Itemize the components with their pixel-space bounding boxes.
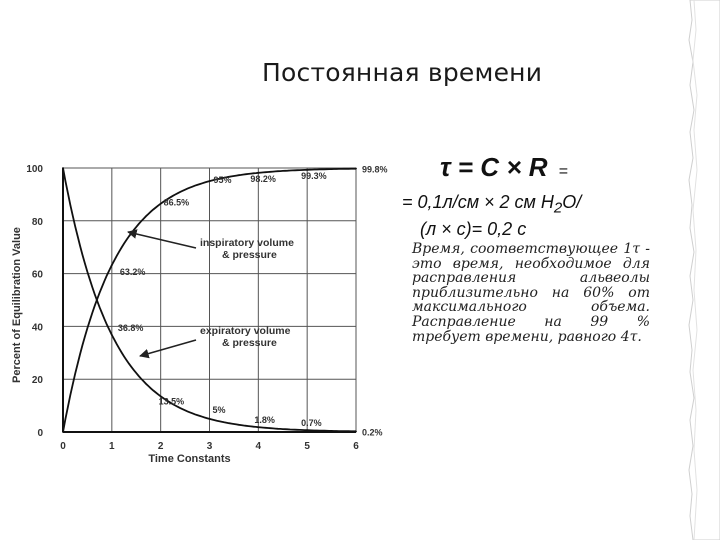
slide-title: Постоянная времени xyxy=(262,58,543,87)
time-constant-chart xyxy=(0,150,400,470)
inspiratory-point xyxy=(62,431,64,433)
x-tick-label: 0 xyxy=(60,441,66,452)
point-label: 95% xyxy=(213,175,232,186)
explanation-text: Время, соответствующее 1τ - это время, необходимое для расправления альвеолы приблизительно на 60% от максимального объема. Расправление на 99 % требует времени, равного 4τ. xyxy=(412,241,650,345)
annotation-arrow xyxy=(128,232,196,248)
point-label: 98.2% xyxy=(250,173,276,184)
expiratory-point xyxy=(111,334,113,336)
resistance-symbol: R xyxy=(528,152,548,182)
point-label: 5% xyxy=(212,404,226,415)
calculation-part: = 0,1л/см × 2 см H xyxy=(402,192,554,212)
y-tick-label: 80 xyxy=(31,216,43,228)
y-tick-label: 60 xyxy=(31,269,43,281)
x-tick-label: 3 xyxy=(206,441,213,452)
formula-trailing-equals: = xyxy=(558,163,569,180)
y-tick-label: 40 xyxy=(31,322,43,334)
tau-symbol: τ xyxy=(440,152,451,182)
expiratory-point xyxy=(209,418,211,420)
expiratory-point xyxy=(62,167,64,169)
multiply-symbol: × xyxy=(506,152,522,182)
point-label: 1.8% xyxy=(254,415,275,426)
x-tick-label: 1 xyxy=(109,441,115,452)
point-label: 0.2% xyxy=(362,427,383,438)
annotation-label: inspiratory volume xyxy=(200,237,294,249)
water-subscript: 2 xyxy=(553,199,563,217)
x-tick-label: 2 xyxy=(157,441,164,452)
x-axis-label: Time Constants xyxy=(148,453,231,465)
point-label: 99.8% xyxy=(362,164,388,175)
calculation-line-2: (л × с)= 0,2 с xyxy=(420,218,527,239)
annotation-label: & pressure xyxy=(222,337,277,349)
x-tick-label: 5 xyxy=(304,441,310,452)
point-label: 63.2% xyxy=(119,267,146,278)
point-label: 13.5% xyxy=(158,396,185,407)
inspiratory-point xyxy=(160,203,162,205)
point-label: 86.5% xyxy=(163,197,190,208)
torn-paper-edge xyxy=(684,0,720,540)
annotation-arrow xyxy=(140,340,196,356)
compliance-symbol: C xyxy=(480,152,500,182)
inspiratory-point xyxy=(111,264,113,266)
annotation-label: & pressure xyxy=(222,249,277,261)
expiratory-point xyxy=(355,431,357,433)
inspiratory-point xyxy=(209,180,211,182)
point-label: 99.3% xyxy=(301,170,327,181)
y-axis-label: Percent of Equilibration Value xyxy=(11,227,23,383)
point-label: 0.7% xyxy=(301,418,322,429)
y-tick-label: 0 xyxy=(37,428,43,439)
x-tick-label: 6 xyxy=(353,441,359,452)
y-tick-label: 20 xyxy=(31,375,43,387)
x-tick-label: 4 xyxy=(255,441,262,452)
formula-calculation xyxy=(402,192,662,239)
time-constant-formula xyxy=(440,152,568,183)
calculation-line-1 xyxy=(402,192,662,219)
annotation-label: expiratory volume xyxy=(200,325,291,337)
expiratory-point xyxy=(306,429,308,431)
expiratory-point xyxy=(257,426,259,428)
point-label: 36.8% xyxy=(117,322,144,333)
inspiratory-point xyxy=(355,168,357,170)
formula-equals: = xyxy=(457,152,474,182)
calculation-part-end: O/ xyxy=(562,192,582,212)
y-tick-label: 100 xyxy=(26,164,43,175)
